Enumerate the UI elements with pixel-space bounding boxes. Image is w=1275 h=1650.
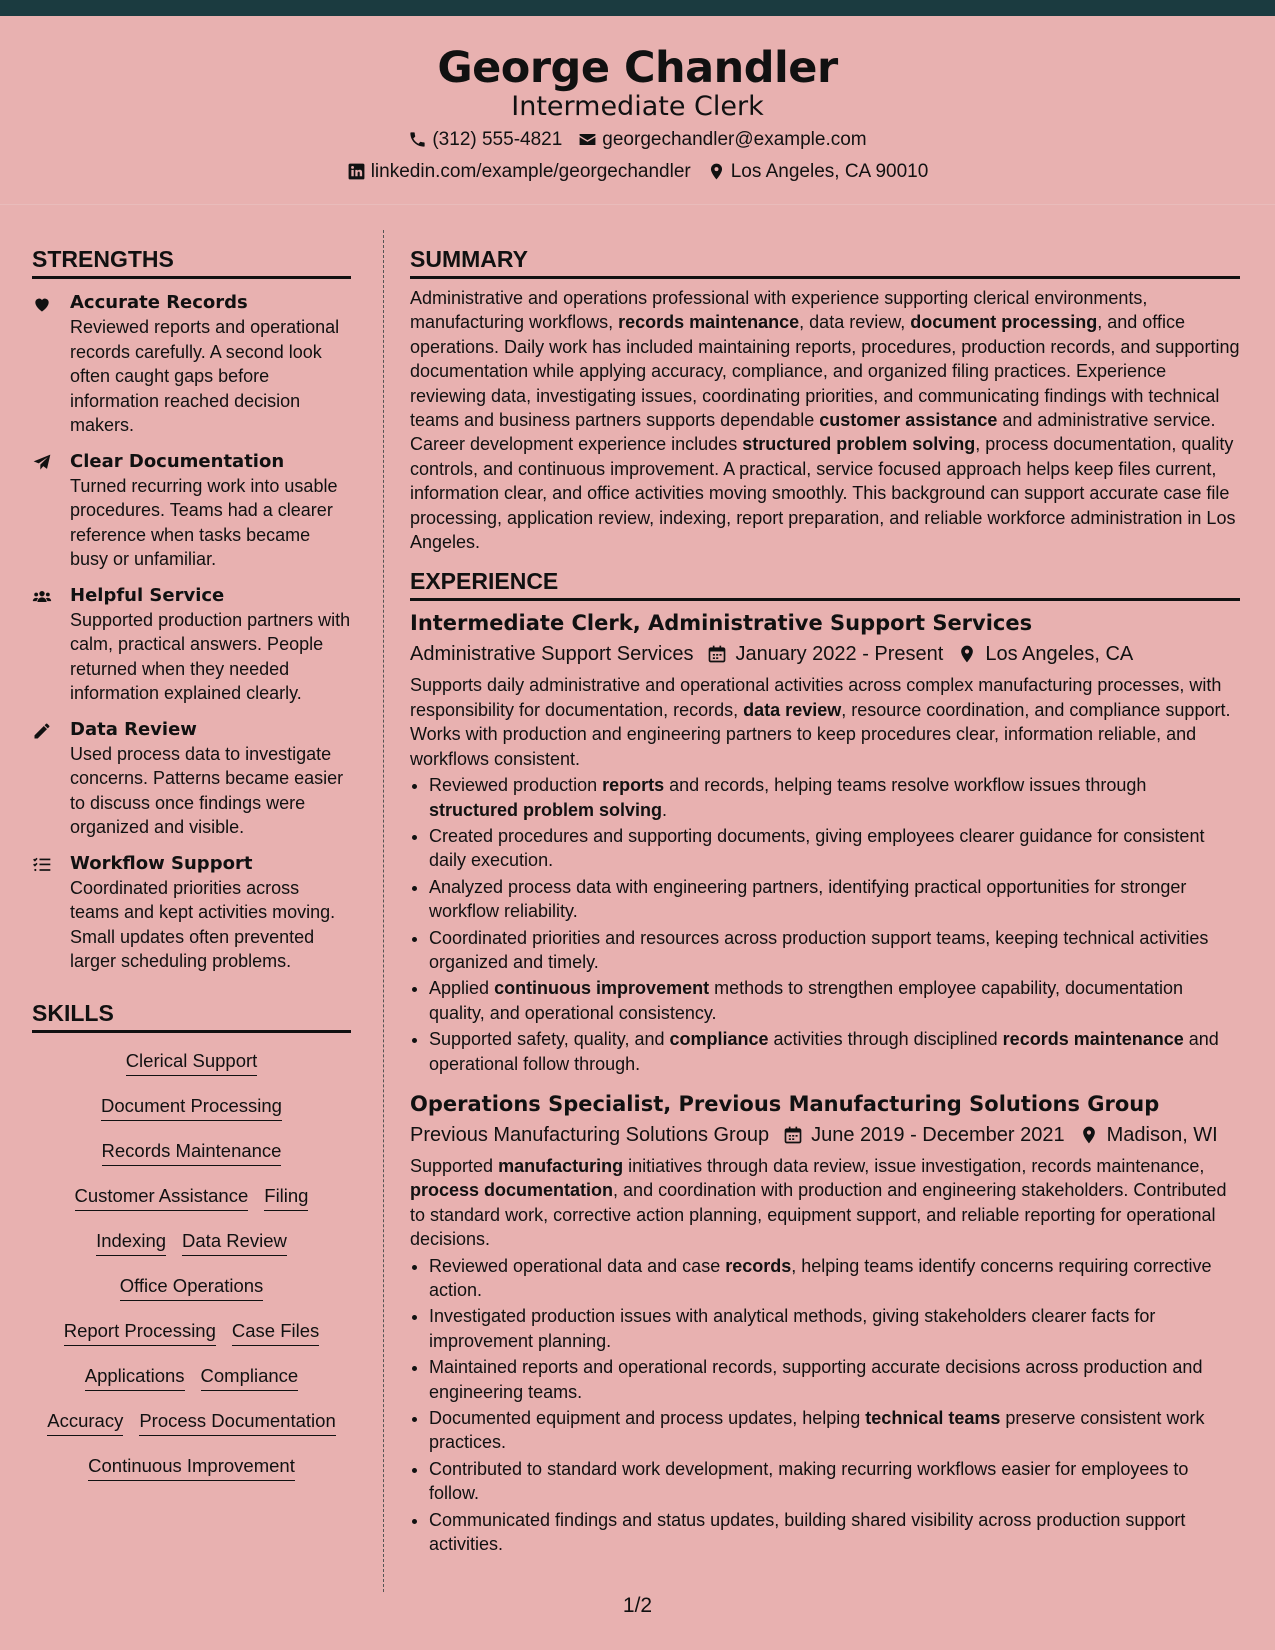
text-segment: , data review,: [799, 312, 911, 333]
bold-keyword: customer assistance: [819, 410, 998, 431]
skill-tag: Compliance: [201, 1365, 299, 1391]
job-bullet: [429, 976, 1240, 1025]
strengths-list: [32, 291, 351, 974]
header-divider: [0, 204, 1275, 205]
bold-keyword: data review: [743, 699, 842, 720]
column-separator: [383, 230, 384, 1592]
right-column: [410, 228, 1240, 1558]
job-location-text: Los Angeles, CA: [985, 643, 1134, 666]
strength-description: Used process data to investigate concerns. Patterns became easier to discuss once findings were organized and visible.: [70, 743, 344, 837]
skill-tag: Indexing: [96, 1230, 166, 1256]
job-entry: [410, 609, 1240, 1076]
strength-item: [32, 584, 351, 706]
location-contact: [707, 156, 929, 188]
skill-tag: Applications: [85, 1365, 185, 1391]
location-text: Los Angeles, CA 90010: [730, 160, 929, 182]
candidate-name: George Chandler: [437, 43, 838, 93]
job-dates-text: June 2019 - December 2021: [811, 1123, 1065, 1146]
skill-tag: Accuracy: [47, 1410, 123, 1436]
job-entry: [410, 1090, 1240, 1557]
strength-description: Turned recurring work into usable procedures. Teams had a clearer reference when tasks became busy or unfamiliar.: [70, 475, 338, 569]
text-segment: activities through disciplined: [768, 1029, 1003, 1050]
paper-plane-icon: [32, 450, 70, 572]
email-text: georgechandler@example.com: [602, 128, 867, 150]
bold-keyword: structured problem solving: [429, 799, 663, 820]
skill-tag: Continuous Improvement: [88, 1455, 295, 1481]
bold-keyword: records maintenance: [618, 312, 800, 333]
left-column: [32, 228, 351, 1491]
text-segment: .: [662, 799, 668, 820]
skill-tag: Report Processing: [64, 1320, 216, 1346]
strength-description: Supported production partners with calm, practical answers. People returned when they needed information explained clearly.: [70, 609, 351, 703]
text-segment: Coordinated priorities and resources across production support teams, keeping technical activities organized and timely.: [429, 927, 1209, 972]
text-segment: Reviewed production: [429, 775, 603, 796]
strength-title: Workflow Support: [70, 852, 253, 874]
strength-body: [70, 584, 351, 706]
strength-title: Accurate Records: [70, 292, 248, 313]
text-segment: Applied: [429, 978, 495, 999]
text-segment: Reviewed operational data and case: [429, 1255, 726, 1276]
text-segment: Created procedures and supporting documents, giving employees clearer guidance for consistent daily execution.: [429, 825, 1205, 871]
text-segment: Supported safety, quality, and: [429, 1029, 670, 1050]
skill-tag: Process Documentation: [139, 1410, 335, 1436]
strength-body: [70, 718, 351, 840]
list-check-icon: [32, 852, 70, 974]
map-pin-icon: [707, 162, 726, 181]
text-segment: Investigated production issues with analytical methods, giving stakeholders clearer facts for improvement planning.: [429, 1306, 1156, 1351]
text-segment: preserve consistent work practices.: [429, 1408, 1205, 1453]
text-segment: Maintained reports and operational records, supporting accurate decisions across production and engineering teams.: [429, 1357, 1203, 1402]
skill-row: [32, 1401, 351, 1446]
text-segment: Supported: [410, 1155, 499, 1176]
skills-heading: SKILLS: [32, 982, 351, 1033]
skill-row: [32, 1176, 351, 1221]
job-bullet: [429, 1027, 1240, 1076]
bold-keyword: structured problem solving: [742, 434, 976, 455]
skill-tag: Filing: [264, 1185, 308, 1211]
skill-row: [32, 1041, 351, 1086]
skill-row: [32, 1221, 351, 1266]
job-bullet: [429, 1304, 1240, 1353]
job-location: [957, 639, 1133, 669]
job-dates: [783, 1120, 1065, 1150]
job-description: [410, 673, 1240, 771]
linkedin-contact[interactable]: [347, 156, 691, 188]
summary-heading: SUMMARY: [410, 228, 1240, 279]
strength-item: [32, 291, 351, 438]
bold-keyword: records maintenance: [1002, 1029, 1184, 1050]
experience-list: [410, 609, 1240, 1556]
strength-item: [32, 852, 351, 974]
email-contact[interactable]: [578, 124, 866, 156]
job-dates-text: January 2022 - Present: [735, 643, 944, 666]
strengths-heading: STRENGTHS: [32, 228, 351, 279]
job-bullet: [429, 773, 1240, 822]
strength-description: Coordinated priorities across teams and kept activities moving. Small updates often prevented larger scheduling problems.: [70, 877, 336, 971]
skill-tag: Office Operations: [120, 1275, 264, 1301]
job-location-text: Madison, WI: [1106, 1123, 1218, 1146]
job-bullet: [429, 1406, 1240, 1455]
strength-title: Data Review: [70, 718, 197, 740]
skill-tag: Customer Assistance: [75, 1185, 249, 1211]
job-bullets: [410, 773, 1240, 1076]
top-accent-bar: [0, 0, 1275, 16]
phone-contact: [408, 124, 562, 156]
pencil-icon: [32, 718, 70, 840]
text-segment: , resource coordination, and compliance support. Works with production and engineering partners to keep procedures clear, information reliable, and workflows consistent.: [410, 699, 1231, 769]
strength-body: [70, 450, 351, 572]
text-segment: , and office operations. Daily work has included maintaining reports, procedures, production records, and supporting documentation while applying accuracy, compliance, and organized filing practices. Experience reviewing data, investigating issues, coordinating priorities, and communicating findings with technical teams and business partners supports dependable: [410, 312, 1240, 431]
job-title: Operations Specialist, Previous Manufacturing Solutions Group: [410, 1091, 1160, 1116]
bold-keyword: continuous improvement: [494, 978, 710, 999]
skill-row: [32, 1086, 351, 1131]
text-segment: , process documentation, quality controls, and continuous improvement. A practical, service focused approach helps keep files current, information clear, and office activities moving smoothly. This background can support accurate case file processing, application review, indexing, report preparation, and reliable workforce administration in Los Angeles.: [410, 434, 1236, 553]
job-bullet: [429, 926, 1240, 975]
job-description: [410, 1154, 1240, 1252]
job-company: Administrative Support Services: [410, 643, 694, 666]
bold-keyword: process documentation: [410, 1180, 614, 1201]
bold-keyword: reports: [602, 775, 665, 796]
linkedin-icon: [347, 162, 366, 181]
text-segment: Contributed to standard work development, making recurring workflows easier for employees to follow.: [429, 1458, 1189, 1504]
skill-tag: Document Processing: [101, 1095, 282, 1121]
text-segment: initiatives through data review, issue investigation, records maintenance,: [623, 1155, 1205, 1176]
text-segment: Administrative and operations professional with experience supporting clerical environments, manufacturing workflows,: [410, 288, 1148, 333]
phone-icon: [408, 130, 427, 149]
phone-text: (312) 555-4821: [432, 128, 563, 150]
job-meta: [410, 1120, 1240, 1150]
summary-text: [410, 286, 1240, 554]
map-pin-icon: [957, 644, 977, 664]
page-number: 1/2: [622, 1594, 653, 1617]
text-segment: Documented equipment and process updates, helping: [429, 1408, 866, 1429]
bold-keyword: compliance: [669, 1029, 769, 1050]
strength-title: Clear Documentation: [70, 450, 285, 472]
contact-row-1: [0, 124, 1275, 156]
text-segment: , and coordination with production and engineering stakeholders. Contributed to standard work, corrective action planning, equipment support, and reliable reporting for operational decisions.: [410, 1180, 1227, 1250]
job-bullets: [410, 1254, 1240, 1557]
job-bullet: [429, 1457, 1240, 1506]
skills-list: [32, 1041, 351, 1491]
skill-tag: Clerical Support: [126, 1050, 258, 1076]
job-company: Previous Manufacturing Solutions Group: [410, 1123, 770, 1146]
text-segment: and records, helping teams resolve workflow issues through: [664, 775, 1147, 796]
job-dates: [707, 639, 943, 669]
job-bullet: [429, 1508, 1240, 1557]
skill-row: [32, 1446, 351, 1491]
experience-heading: EXPERIENCE: [410, 554, 1240, 601]
text-segment: and operational follow through.: [429, 1029, 1219, 1074]
job-bullet: [429, 1355, 1240, 1404]
calendar-icon: [783, 1125, 803, 1145]
skill-tag: Records Maintenance: [102, 1140, 282, 1166]
users-icon: [32, 584, 70, 706]
bold-keyword: manufacturing: [498, 1155, 624, 1176]
skill-row: [32, 1131, 351, 1176]
candidate-role: Intermediate Clerk: [511, 91, 764, 123]
text-segment: Supports daily administrative and operational activities across complex manufacturing processes, with responsibility for documentation, records,: [410, 675, 1222, 720]
strength-title: Helpful Service: [70, 584, 225, 606]
text-segment: Analyzed process data with engineering partners, identifying practical opportunities for stronger workflow reliability.: [429, 876, 1187, 922]
strength-body: [70, 291, 351, 438]
text-segment: , helping teams identify concerns requiring corrective action.: [429, 1255, 1212, 1300]
skill-row: [32, 1356, 351, 1401]
resume-header: [0, 16, 1275, 204]
bold-keyword: technical teams: [865, 1408, 1001, 1429]
text-segment: methods to strengthen employee capability, documentation quality, and operational consistency.: [429, 978, 1184, 1023]
strength-item: [32, 450, 351, 572]
heart-icon: [32, 291, 70, 438]
skill-tag: Case Files: [232, 1320, 319, 1346]
calendar-icon: [707, 644, 727, 664]
job-bullet: [429, 824, 1240, 873]
text-segment: Communicated findings and status updates, building shared visibility across production support activities.: [429, 1509, 1186, 1555]
skill-row: [32, 1311, 351, 1356]
linkedin-text: linkedin.com/example/georgechandler: [370, 160, 691, 182]
bold-keyword: document processing: [910, 312, 1098, 333]
envelope-icon: [578, 130, 597, 149]
job-meta: [410, 639, 1240, 669]
job-title: Intermediate Clerk, Administrative Support Services: [410, 611, 1033, 636]
map-pin-icon: [1079, 1125, 1099, 1145]
contact-row-2: [0, 156, 1275, 188]
skill-tag: Data Review: [182, 1230, 287, 1256]
bold-keyword: records: [725, 1255, 792, 1276]
job-bullet: [429, 875, 1240, 924]
job-bullet: [429, 1254, 1240, 1303]
strength-item: [32, 718, 351, 840]
text-segment: and administrative service. Career development experience includes: [410, 410, 1216, 455]
skill-row: [32, 1266, 351, 1311]
strength-body: [70, 852, 351, 974]
job-location: [1079, 1120, 1218, 1150]
strength-description: Reviewed reports and operational records carefully. A second look often caught gaps before information reached decision makers.: [70, 317, 340, 435]
